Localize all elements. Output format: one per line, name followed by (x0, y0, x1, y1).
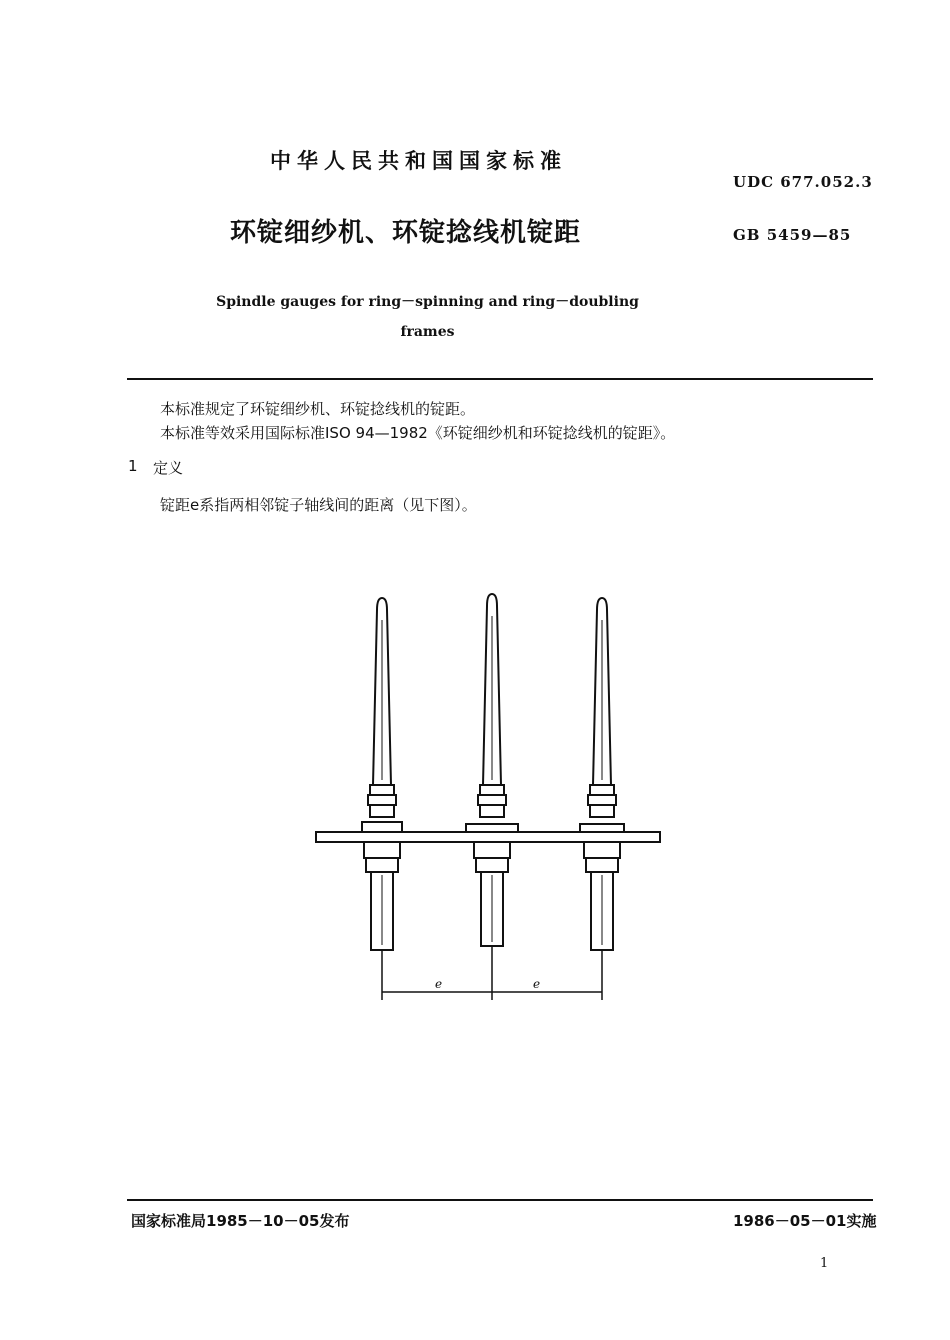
section-title: 定义 (153, 459, 184, 477)
header-divider (127, 378, 873, 380)
footer-divider (127, 1199, 873, 1201)
title-english: Spindle gauges for ring－spinning and ring－doubling frames (216, 294, 639, 340)
page-number: 1 (820, 1256, 829, 1271)
section-number: 1 (128, 457, 138, 475)
dimension-label-e-left: e (435, 977, 443, 991)
udc-code: UDC 677.052.3 (733, 173, 873, 191)
standard-number: GB 5459—85 (733, 226, 852, 244)
national-standard-header: 中华人民共和国国家标准 (270, 149, 567, 173)
title-chinese: 环锭细纱机、环锭捻线机锭距 (230, 218, 582, 248)
dimension-label-e-right: e (533, 977, 541, 991)
spindle-rail (316, 832, 660, 842)
spindle-1 (362, 598, 402, 950)
issue-date: 国家标准局1985－10－05发布 (131, 1212, 350, 1230)
definition-paragraph: 锭距e系指两相邻锭子轴线间的距离（见下图）。 (160, 496, 477, 514)
spindle-3 (580, 598, 624, 950)
effective-date: 1986－05－01实施 (733, 1212, 877, 1230)
spindle-gauge-diagram (300, 590, 680, 1010)
equivalence-paragraph: 本标准等效采用国际标准ISO 94—1982《环锭细纱机和环锭捻线机的锭距》。 (160, 424, 676, 442)
spindle-2 (466, 594, 518, 946)
scope-paragraph: 本标准规定了环锭细纱机、环锭捻线机的锭距。 (160, 400, 476, 418)
